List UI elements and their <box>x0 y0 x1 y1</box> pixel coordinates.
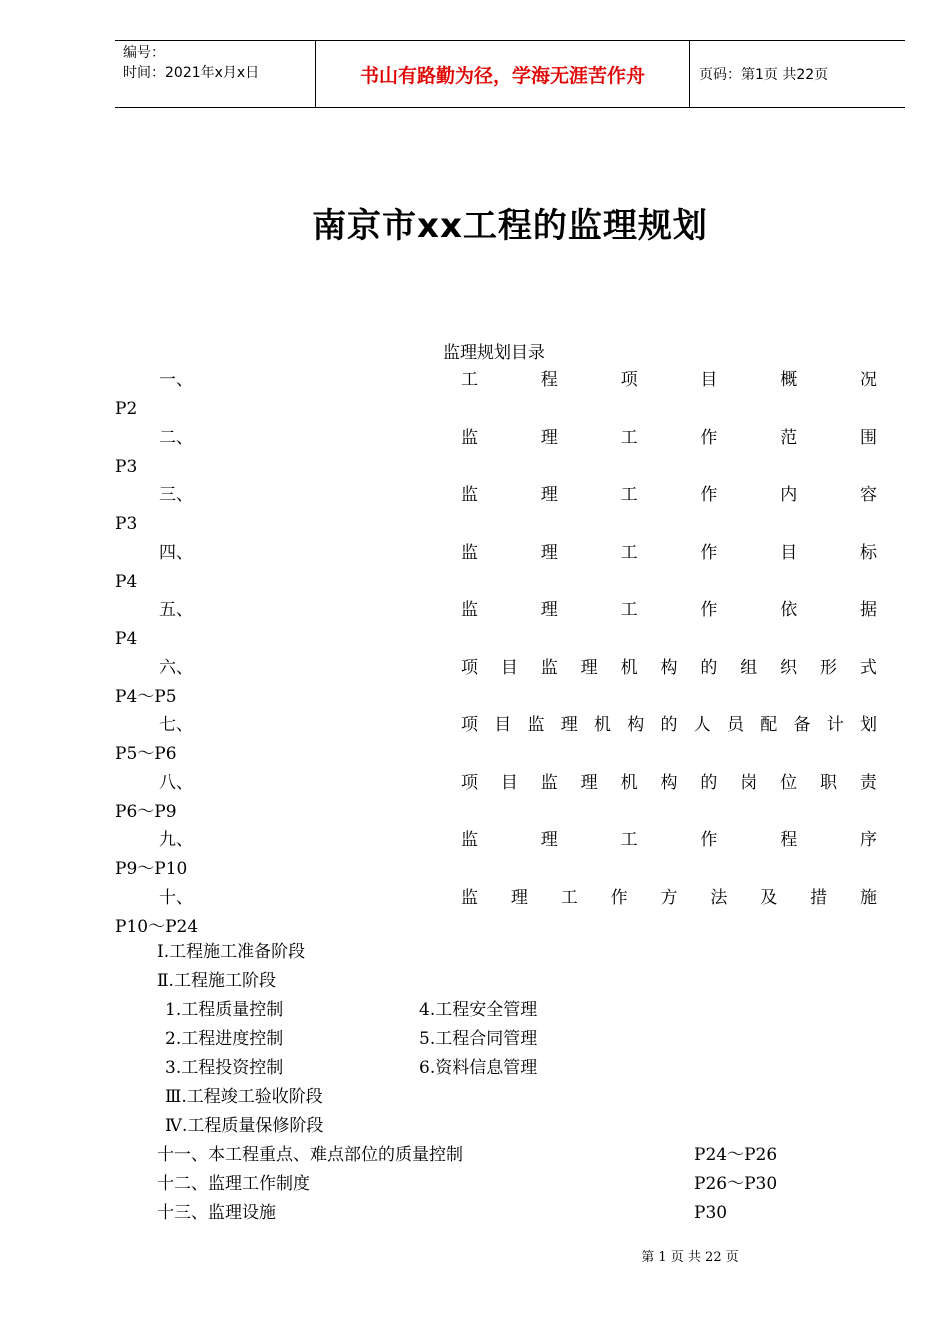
extra-item-13-pages: P30 <box>694 1203 728 1223</box>
toc-entry-pages: P6～P9 <box>115 801 177 822</box>
toc-entry-number: 六、 <box>159 657 193 678</box>
header-motto: 书山有路勤为径，学海无涯苦作舟 <box>316 41 690 107</box>
toc-entry-pages: P4 <box>115 629 138 649</box>
toc-entry <box>115 481 877 539</box>
toc-entry-pages: P5～P6 <box>115 744 177 764</box>
extra-item-13: 十三、监理设施 <box>157 1203 276 1223</box>
toc-entry-label: 监 理 工 作 目 标 <box>461 542 877 563</box>
toc-entry <box>115 366 877 424</box>
toc-entry-label: 监 理 工 作 程 序 <box>461 830 877 850</box>
toc-entry-number: 七、 <box>159 715 193 735</box>
header-date: 时间：2021年x月x日 <box>123 65 260 81</box>
header-code-label: 编号： <box>123 45 165 61</box>
sub-investment-control: 3.工程投资控制 <box>165 1058 284 1078</box>
toc-entry <box>115 884 877 942</box>
toc-entry-label: 项 目 监 理 机 构 的 岗 位 职 责 <box>461 772 877 793</box>
toc-entry-pages: P4～P5 <box>115 686 177 707</box>
toc-entry-pages: P9～P10 <box>115 859 188 879</box>
toc-entry-number: 九、 <box>159 830 193 850</box>
toc-entry-label: 监 理 工 作 内 容 <box>461 485 877 505</box>
extra-item-11-pages: P24～P26 <box>694 1145 778 1165</box>
toc-entry <box>115 596 877 654</box>
toc-entry <box>115 654 877 712</box>
toc-entry <box>115 424 877 482</box>
sub-safety-management: 4.工程安全管理 <box>419 1000 538 1020</box>
toc-title: 监理规划目录 <box>443 343 545 363</box>
sub-information-management: 6.资料信息管理 <box>419 1058 538 1078</box>
toc-entry-number: 四、 <box>159 542 193 563</box>
sub-schedule-control: 2.工程进度控制 <box>165 1029 284 1049</box>
toc-entry-label: 项 目 监 理 机 构 的 组 织 形 式 <box>461 657 877 678</box>
toc-entry-number: 二、 <box>159 427 193 448</box>
toc-entry <box>115 711 877 769</box>
toc-entry-label: 监 理 工 作 依 据 <box>461 600 877 620</box>
phase-preparation: Ⅰ.工程施工准备阶段 <box>157 942 306 962</box>
toc-entry-label: 项 目 监 理 机 构 的 人 员 配 备 计 划 <box>461 715 877 735</box>
extra-item-11: 十一、本工程重点、难点部位的质量控制 <box>157 1145 463 1165</box>
toc-entry-number: 三、 <box>159 485 193 505</box>
toc-entry-label: 工 程 项 目 概 况 <box>461 370 877 390</box>
toc-entry-label: 监 理 工 作 范 围 <box>461 427 877 448</box>
toc-entry-label: 监 理 工 作 方 法 及 措 施 <box>461 887 877 908</box>
sub-contract-management: 5.工程合同管理 <box>419 1029 538 1049</box>
toc-entry-pages: P10～P24 <box>115 916 199 937</box>
header-page-info: 页码：第1页 共22页 <box>699 67 829 83</box>
toc-entry-number: 一、 <box>159 370 193 390</box>
toc-entry-number: 五、 <box>159 600 193 620</box>
toc-entry <box>115 826 877 884</box>
page-header <box>115 40 905 108</box>
toc-entry <box>115 539 877 597</box>
phase-construction: Ⅱ.工程施工阶段 <box>157 971 276 991</box>
page-footer: 第 1 页 共 22 页 <box>641 1250 739 1265</box>
toc-entry-number: 八、 <box>159 772 193 793</box>
toc-entry-number: 十、 <box>159 887 193 908</box>
toc-entry-pages: P2 <box>115 399 138 419</box>
sub-quality-control: 1.工程质量控制 <box>165 1000 284 1020</box>
document-title: 南京市xx工程的监理规划 <box>312 206 708 246</box>
toc-entry-pages: P3 <box>115 456 138 477</box>
extra-item-12: 十二、监理工作制度 <box>157 1174 310 1194</box>
extra-item-12-pages: P26～P30 <box>694 1174 778 1194</box>
phase-warranty: Ⅳ.工程质量保修阶段 <box>165 1116 324 1136</box>
toc-entry <box>115 769 877 827</box>
toc-entry-pages: P4 <box>115 571 138 592</box>
header-meta <box>115 41 316 107</box>
phase-acceptance: Ⅲ.工程竣工验收阶段 <box>165 1087 323 1107</box>
toc-entry-pages: P3 <box>115 514 138 534</box>
